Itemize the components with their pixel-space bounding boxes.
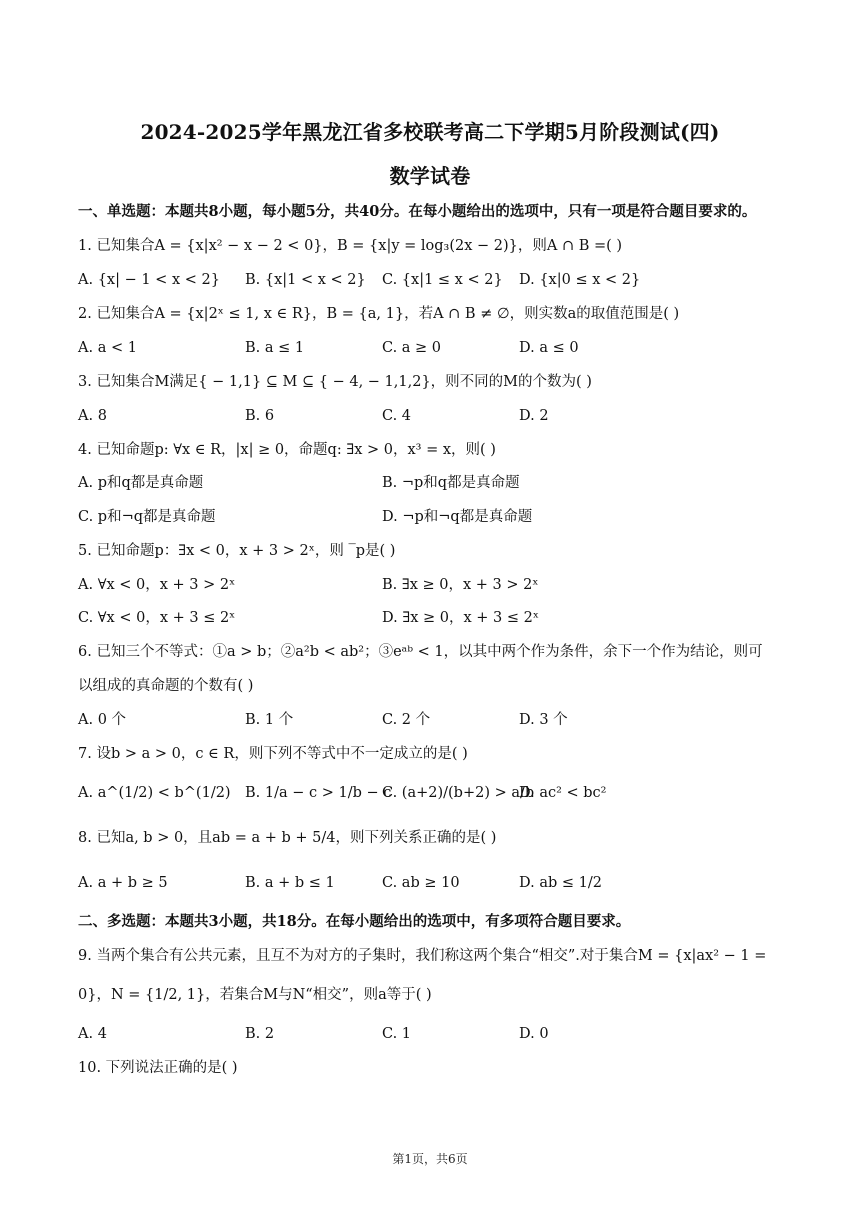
- option-d: D. ∃x ≥ 0，x + 3 ≤ 2ˣ: [382, 610, 539, 626]
- option-d: D. 3 个: [519, 712, 568, 728]
- option-b: B. ¬p和q都是真命题: [382, 475, 520, 491]
- question-stem: 7. 设b > a > 0，c ∈ R，则下列不等式中不一定成立的是( ): [78, 746, 468, 762]
- option-c: C. 1: [382, 1026, 412, 1042]
- option-b: B. 6: [245, 408, 275, 424]
- option-c: C. a ≥ 0: [382, 340, 442, 356]
- option-d: D. 2: [519, 408, 549, 424]
- option-b: B. 1 个: [245, 712, 294, 728]
- option-d: D. 0: [519, 1026, 549, 1042]
- option-d: D. ab ≤ 1/2: [519, 875, 602, 891]
- page-footer: 第1页，共6页: [392, 1152, 468, 1166]
- option-d: D. ac² < bc²: [519, 785, 607, 801]
- question-stem-continued: 0}，N = {1/2, 1}，若集合M与N“相交”，则a等于( ): [78, 987, 432, 1003]
- option-c: C. ∀x < 0，x + 3 ≤ 2ˣ: [78, 610, 236, 626]
- question-stem: 9. 当两个集合有公共元素，且互不为对方的子集时，我们称这两个集合“相交”.对于集合M = {x|ax² − 1 =: [78, 948, 767, 964]
- section-heading-multiple-choice: 二、多选题：本题共3小题，共18分。在每小题给出的选项中，有多项符合题目要求。: [78, 913, 631, 930]
- option-c: C. p和¬q都是真命题: [78, 509, 216, 525]
- option-b: B. 1/a − c > 1/b − c: [245, 785, 392, 801]
- question-stem: 4. 已知命题p: ∀x ∈ R，|x| ≥ 0，命题q: ∃x > 0，x³ = x，则( ): [78, 442, 496, 458]
- question-stem: 8. 已知a, b > 0，且ab = a + b + 5/4，则下列关系正确的是( ): [78, 830, 497, 846]
- section-heading-single-choice: 一、单选题：本题共8小题，每小题5分，共40分。在每小题给出的选项中，只有一项是符合题目要求的。: [78, 203, 757, 220]
- question-stem: 5. 已知命题p：∃x < 0，x + 3 > 2ˣ，则 ‾p是( ): [78, 543, 396, 559]
- question-stem: 6. 已知三个不等式：①a > b；②a²b < ab²；③eᵃᵇ < 1，以其中两个作为条件，余下一个作为结论，则可: [78, 644, 763, 660]
- option-b: B. a + b ≤ 1: [245, 875, 335, 891]
- option-b: B. {x|1 < x < 2}: [245, 272, 366, 288]
- option-a: A. 8: [78, 408, 107, 424]
- exam-subtitle: 数学试卷: [389, 164, 471, 188]
- question-stem-continued: 以组成的真命题的个数有( ): [78, 678, 254, 694]
- option-b: B. 2: [245, 1026, 275, 1042]
- exam-title: 2024-2025学年黑龙江省多校联考高二下学期5月阶段测试(四): [140, 120, 720, 144]
- question-stem: 1. 已知集合A = {x|x² − x − 2 < 0}，B = {x|y = log₃(2x − 2)}，则A ∩ B =( ): [78, 238, 623, 254]
- option-a: A. ∀x < 0，x + 3 > 2ˣ: [78, 577, 236, 593]
- option-c: C. {x|1 ≤ x < 2}: [382, 272, 503, 288]
- option-c: C. ab ≥ 10: [382, 875, 460, 891]
- option-a: A. a^(1/2) < b^(1/2): [78, 785, 231, 801]
- question-stem: 10. 下列说法正确的是( ): [78, 1060, 238, 1076]
- question-stem: 3. 已知集合M满足{ − 1,1} ⊆ M ⊆ { − 4, − 1,1,2}，则不同的M的个数为( ): [78, 374, 592, 390]
- option-c: C. (a+2)/(b+2) > a/b: [382, 785, 535, 801]
- option-d: D. ¬p和¬q都是真命题: [382, 509, 533, 525]
- option-c: C. 2 个: [382, 712, 431, 728]
- option-a: A. {x| − 1 < x < 2}: [78, 272, 220, 288]
- option-a: A. 4: [78, 1026, 107, 1042]
- question-stem: 2. 已知集合A = {x|2ˣ ≤ 1, x ∈ R}，B = {a, 1}，若A ∩ B ≠ ∅，则实数a的取值范围是( ): [78, 306, 680, 322]
- option-b: B. ∃x ≥ 0，x + 3 > 2ˣ: [382, 577, 539, 593]
- option-a: A. a < 1: [78, 340, 137, 356]
- option-b: B. a ≤ 1: [245, 340, 305, 356]
- option-d: D. a ≤ 0: [519, 340, 579, 356]
- option-a: A. 0 个: [78, 712, 127, 728]
- option-a: A. p和q都是真命题: [78, 475, 204, 491]
- option-c: C. 4: [382, 408, 412, 424]
- option-a: A. a + b ≥ 5: [78, 875, 168, 891]
- option-d: D. {x|0 ≤ x < 2}: [519, 272, 641, 288]
